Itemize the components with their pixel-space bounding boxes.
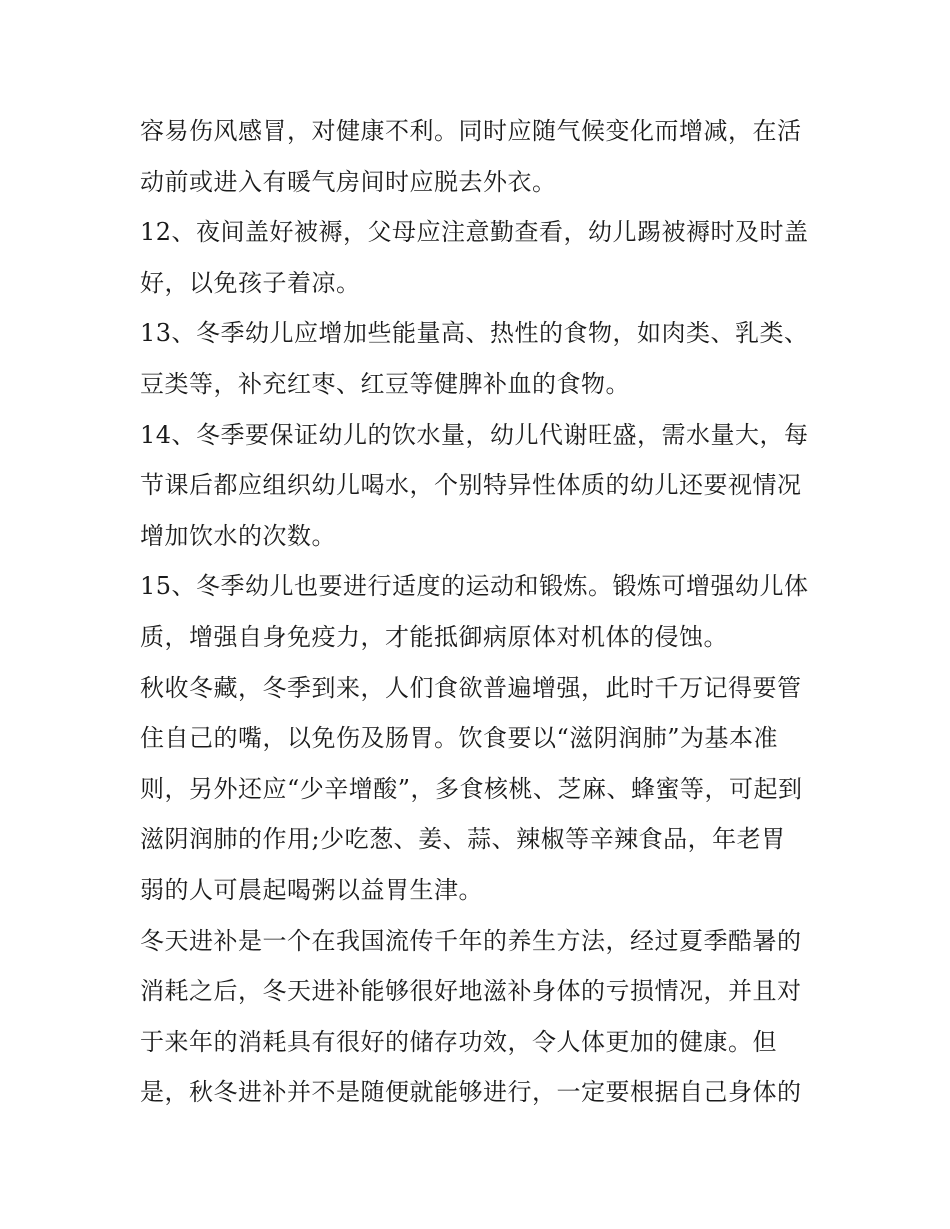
paragraph-item-14 xyxy=(140,410,820,562)
text-line: 住自己的嘴，以免伤及肠胃。饮食要以“滋阴润肺”为基本准 xyxy=(140,724,779,753)
paragraph-item-12 xyxy=(140,207,820,308)
text-line: 冬天进补是一个在我国流传千年的养生方法，经过夏季酷暑的 xyxy=(140,926,802,955)
document-page xyxy=(140,106,820,1118)
text-line: 豆类等，补充红枣、红豆等健脾补血的食物。 xyxy=(140,369,630,398)
text-line: 秋收冬藏，冬季到来，人们食欲普遍增强，此时千万记得要管 xyxy=(140,673,802,702)
paragraph-autumn-diet xyxy=(140,663,820,916)
paragraph-winter-tonic xyxy=(140,916,820,1118)
text-line: 于来年的消耗具有很好的储存功效，令人体更加的健康。但 xyxy=(140,1027,777,1056)
text-line: 13、冬季幼儿应增加些能量高、热性的食物，如肉类、乳类、 xyxy=(140,319,809,348)
text-line: 增加饮水的次数。 xyxy=(140,521,336,550)
text-line: 容易伤风感冒，对健康不利。同时应随气候变化而增减，在活 xyxy=(140,117,802,145)
text-line: 14、冬季要保证幼儿的饮水量，幼儿代谢旺盛，需水量大，每 xyxy=(140,420,809,449)
text-line: 消耗之后，冬天进补能够很好地滋补身体的亏损情况，并且对 xyxy=(140,977,802,1006)
paragraph-clothing-continued xyxy=(140,106,820,207)
text-line: 好，以免孩子着凉。 xyxy=(140,268,361,297)
text-line: 质，增强自身免疫力，才能抵御病原体对机体的侵蚀。 xyxy=(140,622,728,651)
text-line: 则，另外还应“少辛增酸”，多食核桃、芝麻、蜂蜜等，可起到 xyxy=(140,774,803,803)
text-line: 12、夜间盖好被褥，父母应注意勤查看，幼儿踢被褥时及时盖 xyxy=(140,218,809,247)
text-line: 是，秋冬进补并不是随便就能够进行，一定要根据自己身体的 xyxy=(140,1078,802,1107)
text-line: 15、冬季幼儿也要进行适度的运动和锻炼。锻炼可增强幼儿体 xyxy=(140,572,809,601)
paragraph-item-15 xyxy=(140,561,820,662)
text-line: 动前或进入有暖气房间时应脱去外衣。 xyxy=(140,167,557,196)
paragraph-item-13 xyxy=(140,308,820,409)
text-line: 滋阴润肺的作用;少吃葱、姜、蒜、辣椒等辛辣食品，年老胃 xyxy=(140,825,786,854)
text-line: 弱的人可晨起喝粥以益胃生津。 xyxy=(140,875,483,904)
text-line: 节课后都应组织幼儿喝水，个别特异性体质的幼儿还要视情况 xyxy=(140,471,802,500)
